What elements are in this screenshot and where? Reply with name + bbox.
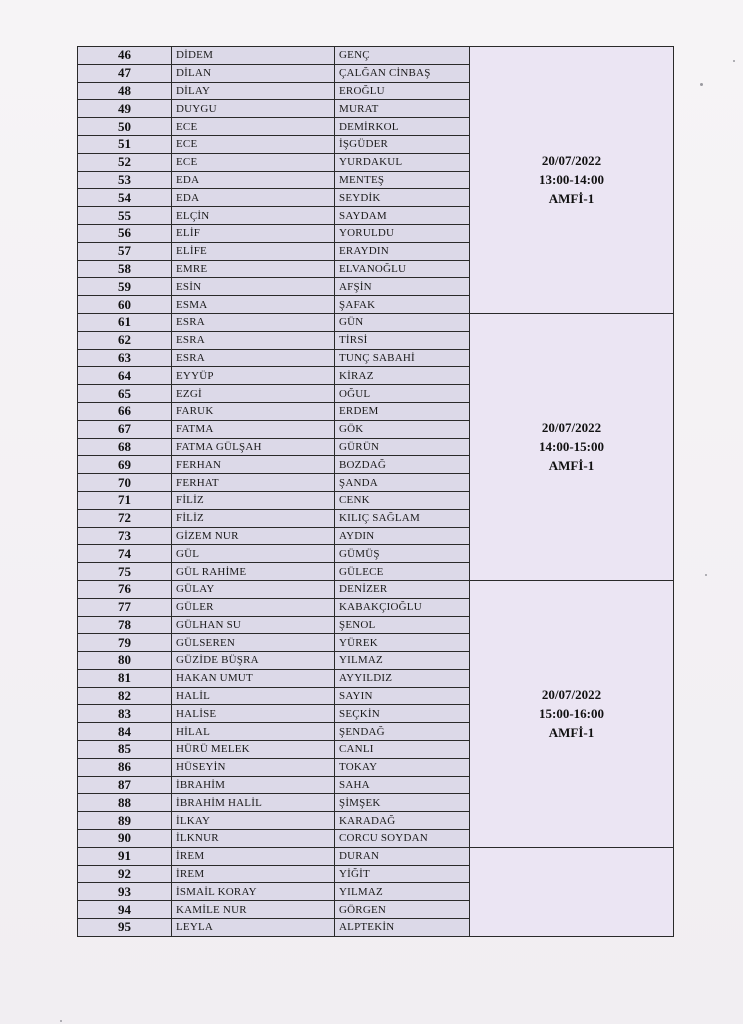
first-name-cell: DİLAY	[172, 82, 335, 100]
last-name-cell: SAYIN	[335, 687, 470, 705]
last-name-cell: SAYDAM	[335, 207, 470, 225]
last-name-cell: ŞAFAK	[335, 296, 470, 314]
row-number: 69	[78, 456, 172, 474]
first-name-cell: GÜZİDE BÜŞRA	[172, 652, 335, 670]
last-name-cell: DEMİRKOL	[335, 118, 470, 136]
last-name-cell: GÖRGEN	[335, 901, 470, 919]
row-number: 76	[78, 580, 172, 598]
first-name-cell: GÜLAY	[172, 580, 335, 598]
row-number: 85	[78, 741, 172, 759]
row-number: 89	[78, 812, 172, 830]
exam-session-info	[470, 151, 673, 208]
exam-session-info	[470, 685, 673, 742]
last-name-cell: ELVANOĞLU	[335, 260, 470, 278]
first-name-cell: FERHAT	[172, 474, 335, 492]
first-name-cell: HALİSE	[172, 705, 335, 723]
first-name-cell: ESİN	[172, 278, 335, 296]
first-name-cell: ESRA	[172, 349, 335, 367]
row-number: 55	[78, 207, 172, 225]
row-number: 92	[78, 865, 172, 883]
last-name-cell: ERDEM	[335, 402, 470, 420]
first-name-cell: ESRA	[172, 313, 335, 331]
row-number: 52	[78, 153, 172, 171]
row-number: 59	[78, 278, 172, 296]
last-name-cell: SAHA	[335, 776, 470, 794]
table-row	[78, 847, 674, 865]
row-number: 49	[78, 100, 172, 118]
row-number: 51	[78, 135, 172, 153]
row-number: 65	[78, 385, 172, 403]
exam-session-cell	[470, 580, 674, 847]
first-name-cell: GÜL	[172, 545, 335, 563]
last-name-cell: GÖK	[335, 420, 470, 438]
row-number: 70	[78, 474, 172, 492]
last-name-cell: YORULDU	[335, 224, 470, 242]
row-number: 68	[78, 438, 172, 456]
last-name-cell: ERAYDIN	[335, 242, 470, 260]
row-number: 86	[78, 758, 172, 776]
last-name-cell: YURDAKUL	[335, 153, 470, 171]
row-number: 83	[78, 705, 172, 723]
first-name-cell: HAKAN UMUT	[172, 669, 335, 687]
first-name-cell: DİDEM	[172, 47, 335, 65]
last-name-cell: CORCU SOYDAN	[335, 830, 470, 848]
row-number: 75	[78, 563, 172, 581]
roster-body	[78, 47, 674, 937]
row-number: 66	[78, 402, 172, 420]
row-number: 62	[78, 331, 172, 349]
last-name-cell: KARADAĞ	[335, 812, 470, 830]
row-number: 81	[78, 669, 172, 687]
first-name-cell: ECE	[172, 118, 335, 136]
exam-session-cell	[470, 313, 674, 580]
first-name-cell: LEYLA	[172, 919, 335, 937]
row-number: 91	[78, 847, 172, 865]
first-name-cell: GİZEM NUR	[172, 527, 335, 545]
session-room: AMFİ-1	[548, 191, 595, 207]
last-name-cell: İŞGÜDER	[335, 135, 470, 153]
first-name-cell: HÜRÜ MELEK	[172, 741, 335, 759]
last-name-cell: SEÇKİN	[335, 705, 470, 723]
row-number: 77	[78, 598, 172, 616]
first-name-cell: DUYGU	[172, 100, 335, 118]
first-name-cell: DİLAN	[172, 64, 335, 82]
exam-session-cell	[470, 47, 674, 314]
last-name-cell: GÜMÜŞ	[335, 545, 470, 563]
first-name-cell: İREM	[172, 865, 335, 883]
last-name-cell: ŞENOL	[335, 616, 470, 634]
first-name-cell: ELİFE	[172, 242, 335, 260]
student-roster-table	[77, 46, 674, 937]
first-name-cell: İBRAHİM HALİL	[172, 794, 335, 812]
last-name-cell: ŞİMŞEK	[335, 794, 470, 812]
row-number: 93	[78, 883, 172, 901]
row-number: 53	[78, 171, 172, 189]
first-name-cell: FATMA	[172, 420, 335, 438]
exam-session-cell	[470, 847, 674, 936]
first-name-cell: EDA	[172, 171, 335, 189]
last-name-cell: ALPTEKİN	[335, 919, 470, 937]
first-name-cell: GÜLER	[172, 598, 335, 616]
table-row	[78, 580, 674, 598]
exam-schedule-sheet	[77, 46, 673, 937]
last-name-cell: AYYILDIZ	[335, 669, 470, 687]
first-name-cell: İLKNUR	[172, 830, 335, 848]
first-name-cell: EDA	[172, 189, 335, 207]
row-number: 87	[78, 776, 172, 794]
last-name-cell: GENÇ	[335, 47, 470, 65]
last-name-cell: ŞANDA	[335, 474, 470, 492]
last-name-cell: KABAKÇIOĞLU	[335, 598, 470, 616]
last-name-cell: AYDIN	[335, 527, 470, 545]
row-number: 80	[78, 652, 172, 670]
first-name-cell: FİLİZ	[172, 491, 335, 509]
last-name-cell: ŞENDAĞ	[335, 723, 470, 741]
last-name-cell: DENİZER	[335, 580, 470, 598]
last-name-cell: KİRAZ	[335, 367, 470, 385]
row-number: 71	[78, 491, 172, 509]
row-number: 46	[78, 47, 172, 65]
first-name-cell: İSMAİL KORAY	[172, 883, 335, 901]
row-number: 57	[78, 242, 172, 260]
session-date: 20/07/2022	[541, 420, 602, 436]
last-name-cell: DURAN	[335, 847, 470, 865]
first-name-cell: İLKAY	[172, 812, 335, 830]
session-time: 14:00-15:00	[539, 439, 604, 455]
first-name-cell: KAMİLE NUR	[172, 901, 335, 919]
first-name-cell: EYYÜP	[172, 367, 335, 385]
first-name-cell: FERHAN	[172, 456, 335, 474]
row-number: 88	[78, 794, 172, 812]
row-number: 84	[78, 723, 172, 741]
row-number: 90	[78, 830, 172, 848]
first-name-cell: ECE	[172, 153, 335, 171]
first-name-cell: GÜL RAHİME	[172, 563, 335, 581]
row-number: 64	[78, 367, 172, 385]
last-name-cell: CENK	[335, 491, 470, 509]
last-name-cell: OĞUL	[335, 385, 470, 403]
last-name-cell: ÇALĞAN CİNBAŞ	[335, 64, 470, 82]
last-name-cell: GÜRÜN	[335, 438, 470, 456]
first-name-cell: İREM	[172, 847, 335, 865]
first-name-cell: ELÇİN	[172, 207, 335, 225]
row-number: 78	[78, 616, 172, 634]
last-name-cell: CANLI	[335, 741, 470, 759]
session-room: AMFİ-1	[548, 458, 595, 474]
last-name-cell: MURAT	[335, 100, 470, 118]
row-number: 73	[78, 527, 172, 545]
last-name-cell: GÜN	[335, 313, 470, 331]
session-date: 20/07/2022	[541, 153, 602, 169]
table-row	[78, 313, 674, 331]
first-name-cell: HALİL	[172, 687, 335, 705]
first-name-cell: GÜLSEREN	[172, 634, 335, 652]
row-number: 79	[78, 634, 172, 652]
row-number: 60	[78, 296, 172, 314]
row-number: 95	[78, 919, 172, 937]
session-time: 15:00-16:00	[539, 706, 604, 722]
row-number: 67	[78, 420, 172, 438]
row-number: 61	[78, 313, 172, 331]
row-number: 48	[78, 82, 172, 100]
row-number: 58	[78, 260, 172, 278]
row-number: 56	[78, 224, 172, 242]
first-name-cell: FARUK	[172, 402, 335, 420]
last-name-cell: GÜLECE	[335, 563, 470, 581]
row-number: 47	[78, 64, 172, 82]
last-name-cell: BOZDAĞ	[335, 456, 470, 474]
first-name-cell: ESMA	[172, 296, 335, 314]
first-name-cell: ECE	[172, 135, 335, 153]
first-name-cell: HİLAL	[172, 723, 335, 741]
table-row	[78, 47, 674, 65]
row-number: 74	[78, 545, 172, 563]
last-name-cell: YÜREK	[335, 634, 470, 652]
last-name-cell: TUNÇ SABAHİ	[335, 349, 470, 367]
last-name-cell: MENTEŞ	[335, 171, 470, 189]
last-name-cell: TİRSİ	[335, 331, 470, 349]
last-name-cell: YİĞİT	[335, 865, 470, 883]
row-number: 50	[78, 118, 172, 136]
row-number: 63	[78, 349, 172, 367]
first-name-cell: FİLİZ	[172, 509, 335, 527]
first-name-cell: ESRA	[172, 331, 335, 349]
last-name-cell: SEYDİK	[335, 189, 470, 207]
session-time: 13:00-14:00	[539, 172, 604, 188]
first-name-cell: İBRAHİM	[172, 776, 335, 794]
first-name-cell: HÜSEYİN	[172, 758, 335, 776]
first-name-cell: FATMA GÜLŞAH	[172, 438, 335, 456]
first-name-cell: ELİF	[172, 224, 335, 242]
row-number: 72	[78, 509, 172, 527]
scan-speck	[733, 60, 735, 62]
scan-speck	[700, 83, 703, 86]
session-room: AMFİ-1	[548, 725, 595, 741]
scan-speck	[705, 574, 707, 576]
row-number: 82	[78, 687, 172, 705]
last-name-cell: EROĞLU	[335, 82, 470, 100]
scan-speck	[60, 1020, 62, 1022]
last-name-cell: TOKAY	[335, 758, 470, 776]
session-date: 20/07/2022	[541, 687, 602, 703]
row-number: 94	[78, 901, 172, 919]
last-name-cell: KILIÇ SAĞLAM	[335, 509, 470, 527]
last-name-cell: YILMAZ	[335, 652, 470, 670]
row-number: 54	[78, 189, 172, 207]
first-name-cell: GÜLHAN SU	[172, 616, 335, 634]
exam-session-info	[470, 418, 673, 475]
first-name-cell: EZGİ	[172, 385, 335, 403]
last-name-cell: YILMAZ	[335, 883, 470, 901]
last-name-cell: AFŞİN	[335, 278, 470, 296]
first-name-cell: EMRE	[172, 260, 335, 278]
